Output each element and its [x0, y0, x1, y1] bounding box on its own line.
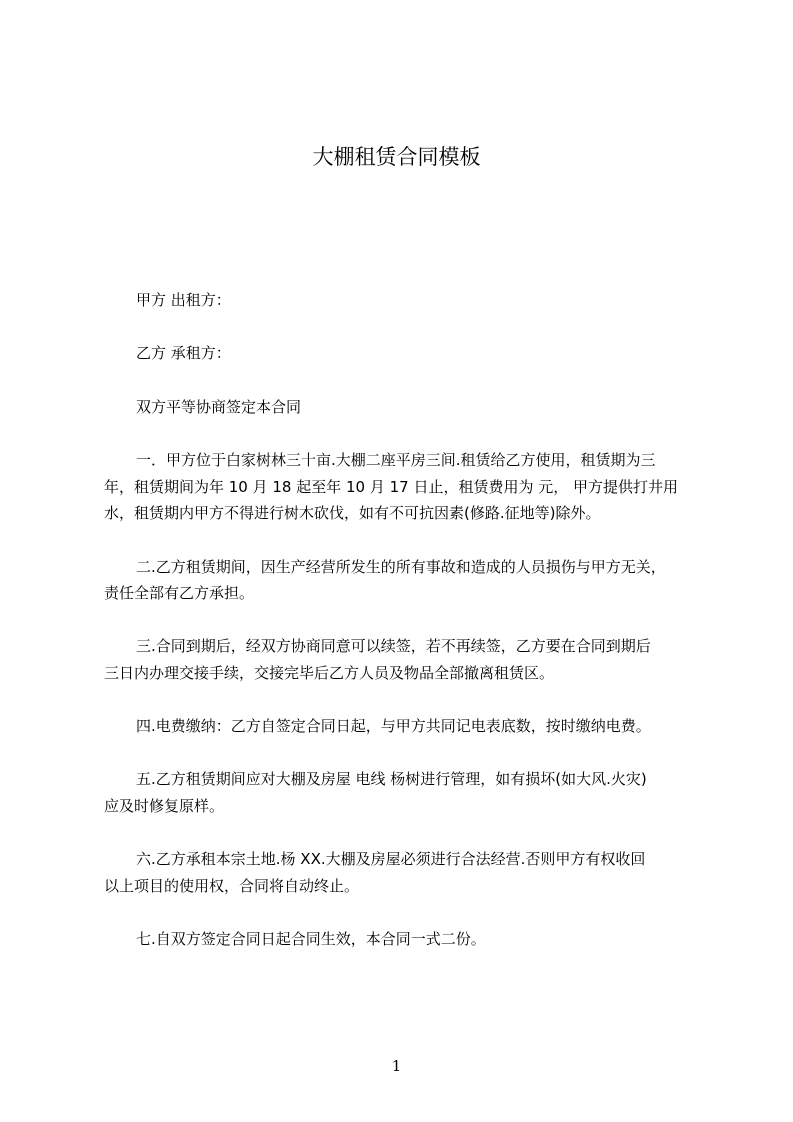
clause-7-line-1: 七.自双方签定合同日起合同生效，本合同一式二份。: [136, 930, 486, 948]
clause-6-line-2: 以上项目的使用权，合同将自动终止。: [104, 877, 360, 895]
clause-1-line-3: 水，租赁期内甲方不得进行树木砍伐，如有不可抗因素(修路.征地等)除外。: [104, 504, 601, 522]
party-b-line: 乙方 承租方：: [136, 344, 231, 362]
clause-1-line-2: 年，租赁期间为年 10 月 18 起至年 10 月 17 日止，租赁费用为 元， 甲方提供打井用: [104, 478, 679, 496]
clause-3-line-1: 三.合同到期后，经双方协商同意可以续签，若不再续签，乙方要在合同到期后: [136, 637, 651, 655]
clause-2-line-1: 二.乙方租赁期间，因生产经营所发生的所有事故和造成的人员损伤与甲方无关，: [136, 558, 666, 576]
page-number: 1: [391, 1057, 402, 1075]
clause-2-line-2: 责任全部有乙方承担。: [104, 584, 255, 602]
clause-5-line-2: 应及时修复原样。: [104, 797, 225, 815]
clause-3-line-2: 三日内办理交接手续，交接完毕后乙方人员及物品全部撤离租赁区。: [104, 664, 555, 682]
clause-5-line-1: 五.乙方租赁期间应对大棚及房屋 电线 杨树进行管理，如有损坏(如大风.火灾): [136, 770, 647, 788]
preamble-line: 双方平等协商签定本合同: [136, 398, 302, 416]
clause-6-line-1: 六.乙方承租本宗土地.杨 XX.大棚及房屋必须进行合法经营.否则甲方有权收回: [136, 850, 646, 868]
document-title: 大棚租赁合同模板: [312, 145, 481, 169]
party-a-line: 甲方 出租方：: [136, 291, 231, 309]
clause-1-line-1: 一．甲方位于白家树林三十亩.大棚二座平房三间.租赁给乙方使用，租赁期为三: [136, 451, 656, 469]
clause-4-line-1: 四.电费缴纳：乙方自签定合同日起，与甲方共同记电表底数，按时缴纳电费。: [136, 717, 651, 735]
